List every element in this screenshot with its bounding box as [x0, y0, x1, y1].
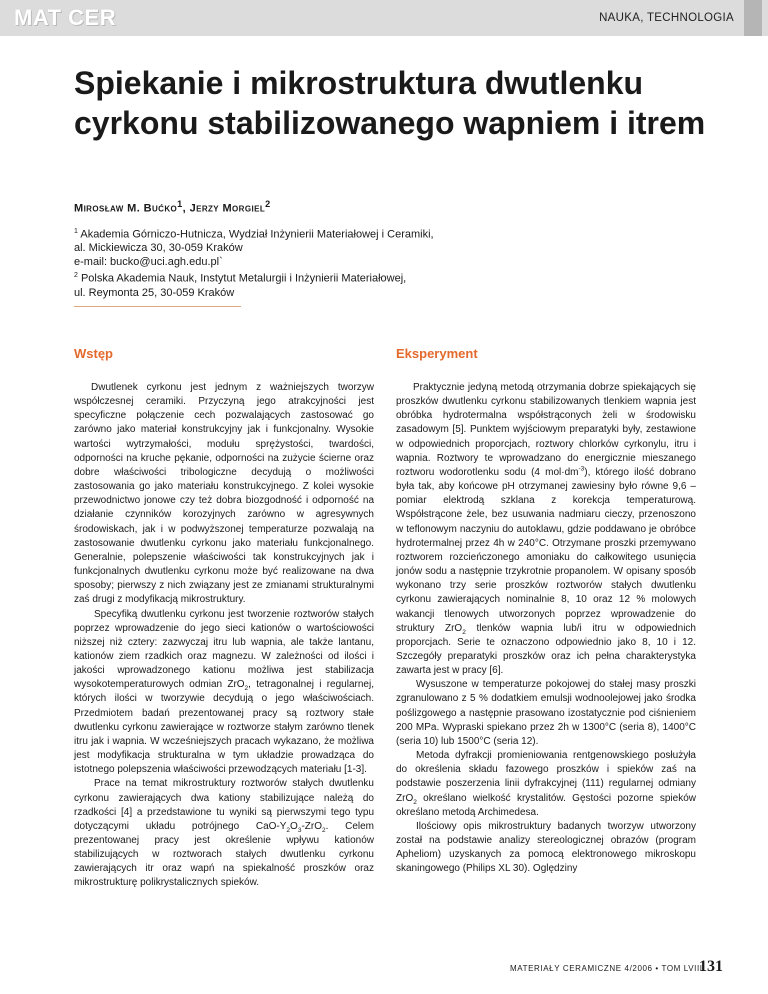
exp-p1-subscript: 2	[462, 628, 466, 636]
intro-paragraph-2	[74, 608, 374, 778]
page-number: 131	[699, 958, 723, 975]
affiliation-line-1	[74, 225, 574, 242]
author-2-affiliation: 2	[265, 199, 271, 209]
left-column	[74, 340, 374, 891]
exp-p1-text-a: Praktycznie jedyną metodą otrzymania dobrze spiekających się proszków dwutlenku cyrkonu stabilizowanych tlenkiem wapnia jest obróbka hydrotermalna współstrąconych żeli w środowisku zasadowym [5]. Punktem wyjściowym preparatyki były, zestawione w odpowiednich proporcjach, roztwory chlorków cyrkonylu, itru i wapnia. Roztwory te wprowadzano do energicznie mieszanego roztworu wodorotlenku sodu (4 mol·dm	[396, 382, 696, 478]
experiment-paragraph-4: Ilościowy opis mikrostruktury badanych tworzyw utworzony został na podstawie analizy stereologicznej obrazów (program Apheliom) uzyskanych za pomocą elektronowego mikroskopu skaningowego (Philips XL 30). Oględziny	[396, 820, 696, 875]
experiment-paragraph-2: Wysuszone w temperaturze pokojowej do stałej masy proszki zgranulowano z 5 % dodatkiem emulsji wodnoolejowej jako środka poślizgowego a następnie prasowano izostatycznie pod ciśnieniem 200 MPa. Wypraski spiekano przez 2h w 1300°C (seria 8), 1400°C (seria 10) lub 1500°C (seria 12).	[396, 679, 696, 747]
right-column	[396, 340, 696, 876]
exp-p3-text-a: Metoda dyfrakcji promieniowania rentgenowskiego posłużyła do określenia składu fazowego proszków i spieków zaś na podstawie poszerzenia linii dyfrakcyjnej (111) regularnej odmiany ZrO	[396, 750, 696, 804]
email-line: e-mail: bucko@uci.agh.edu.pl`	[74, 255, 223, 268]
section-label: NAUKA, TECHNOLOGIA	[599, 12, 734, 24]
intro-p3-sub-3: 2	[322, 826, 326, 834]
intro-p3-sub-2: 3	[297, 826, 302, 834]
affiliation-1-marker: 1	[74, 228, 78, 235]
journal-logo: MAT CER	[14, 5, 117, 30]
intro-heading: Wstęp	[74, 346, 113, 361]
affiliation-2-text: Polska Akademia Nauk, Instytut Metalurgii i Inżynierii Materiałowej,	[77, 273, 407, 286]
intro-p3-text-a: Prace na temat mikrostruktury roztworów stałych dwutlenku cyrkonu zawierających dwa kationy stabilizujące należą do rzadkości [4] a przedstawione tu wyniki są pierwszymi tego typu dotyczącymi układu potrójnego CaO-Y	[74, 778, 374, 832]
affiliations	[74, 225, 574, 300]
authors	[74, 199, 271, 215]
affiliation-1-text: Akademia Górniczo-Hutnicza, Wydział Inżynierii Materiałowej i Ceramiki,	[77, 228, 434, 241]
experiment-heading: Eksperyment	[396, 346, 478, 361]
exp-p1-text-c: tlenków wapnia lub/i itru w odpowiednich proporcjach. Serie te oznaczono odpowiednio jako 8, 10 i 12. Szczegóły preparatyki proszków oraz ich pełna charakterystyka zawarta jest w pracy [6].	[396, 622, 696, 677]
intro-p2-subscript: 2	[244, 685, 249, 693]
intro-paragraph-1: Dwutlenek cyrkonu jest jednym z ważniejszych tworzyw współczesnej ceramiki. Przyczyną jego atrakcyjności jest specyficzne połączenie cech pozwalających zastosować go zarówno jako materiał konstrukcyjny jak i funkcjonalny. Wysokie wartości wytrzymałości, modułu sprężystości, twardości, odporności na kruche pękanie, odporności na zużycie ścierne oraz dobre właściwości tribologiczne decydują o możliwości zastosowania go jako materiału konstrukcyjnego. Z kolei wysokie przewodnictwo jonowe czy też dobra biozgodność i odporność na działanie czynników korozyjnych zarówno w agresywnych środowiskach, jak i w podwyższonej temperaturze pozwalają na zastosowanie dwutlenku cyrkonu jako materiału funkcjonalnego. Generalnie, polepszenie właściwości tak konstrukcyjnych jak i funkcjonalnych dwutlenku cyrkonu może być realizowane na dwa sposoby; pierwszy z nich związany jest ze zmianami strukturalnymi zaś drugi z modyfikacją mikrostruktury.	[74, 382, 374, 606]
affiliation-line-5: ul. Reymonta 25, 30-059 Kraków	[74, 286, 235, 299]
intro-p2-text-a: Specyfiką dwutlenku cyrkonu jest tworzenie roztworów stałych poprzez wprowadzenie do jego sieci kationów o wartościowości niższej niż cztery: zazwyczaj itru lub wapnia, ale także lantanu, kationów ziem rzadkich oraz magnezu. W zależności od ilości i jakości wprowadzonego kationu możliwa jest stabilizacja wysokotemperaturowych odmian ZrO	[74, 608, 374, 691]
corner-block	[744, 0, 762, 36]
intro-paragraph-3	[74, 777, 374, 890]
experiment-paragraph-3	[396, 749, 696, 820]
exp-p3-text-b: określano wielkość krystalitów. Gęstości pozorne spieków określano metodą Archimedesa.	[396, 792, 696, 818]
separator-rule	[74, 306, 241, 307]
intro-p3-sub-1: 2	[286, 826, 291, 834]
affiliation-2-marker: 2	[74, 272, 78, 280]
exp-p1-superscript: -3	[578, 465, 585, 473]
intro-p2-text-b: , tetragonalnej i regularnej, których ilości w tworzywie decydują o jego właściwościach. Przedmiotem badań prezentowanej pracy są roztwory stałe dwutlenku cyrkonu zawierające w roztworze stałym zarówno tlenek itru jak i wapnia. W wcześniejszych pracach wykazano, że możliwa jest modyfikacja strukturalna w tym układzie prowadząca do istotnego polepszenia właściwości przewodzących materiału [1-3].	[74, 679, 374, 776]
intro-p3-text-d: . Celem prezentowanej pracy jest określenie wpływu kationów stabilizujących w roztworach stałych dwutlenku cyrkonu zawierających itr oraz wapń na spiekalność proszków oraz mikrostrukturę polikrystalicznych spieków.	[74, 820, 375, 889]
experiment-paragraph-1	[396, 381, 696, 678]
author-2: Jerzy Morgiel	[189, 202, 266, 215]
article-title: Spiekanie i mikrostruktura dwutlenku cyrkonu stabilizowanego wapniem i itrem	[74, 65, 706, 141]
author-1: Mirosław M. Bućko	[74, 202, 178, 215]
intro-p3-text-b: O	[290, 820, 298, 832]
author-separator: ,	[182, 202, 190, 215]
affiliation-line-4	[74, 269, 574, 286]
affiliation-line-2: al. Mickiewicza 30, 30-059 Kraków	[74, 242, 243, 255]
intro-p3-text-c: -ZrO	[301, 820, 322, 832]
author-1-affiliation: 1	[177, 199, 183, 209]
exp-p3-subscript: 2	[413, 798, 417, 806]
journal-footer: MATERIAŁY CERAMICZNE 4/2006 • TOM LVIII	[510, 964, 703, 973]
exp-p1-text-b: ), którego ilość dobrano była tak, aby końcowe pH otrzymanej zawiesiny było równe 9,6 – pomiar elektrodą szklana z korekcja temperaturową. Współstrącone żele, bez usuwania nadmiaru cieczy, przenoszono w teflonowym naczyniu do autoklawu, gdzie poddawano je obróbce hydrotermalnej przez 4h w 240°C. Otrzymane proszki przemywano roztworem rozcieńczonego amoniaku do całkowitego usunięcia jonów sodu a następnie trzykrotnie propanolem. W opisany sposób wykonano trzy serie proszków roztworów stałych dwutlenku cyrkonu zawierających nominalnie 8, 10 oraz 12 % molowych wakancji tlenowych utworzonych poprzez wprowadzenie do struktury ZrO	[396, 466, 696, 634]
